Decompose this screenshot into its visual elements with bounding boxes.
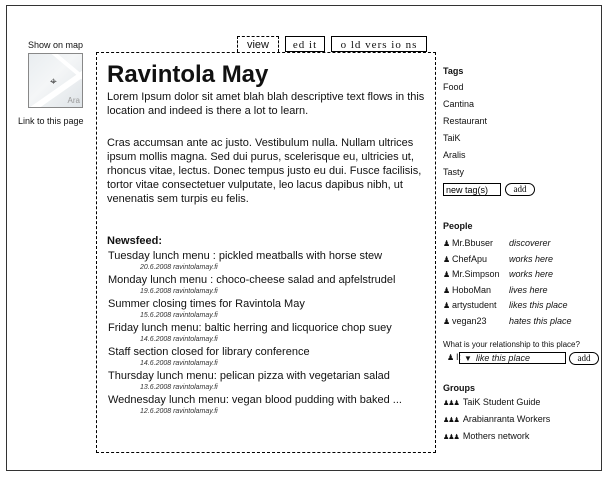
news-title[interactable]: Friday lunch menu: baltic herring and licquorice chop suey (108, 322, 392, 334)
person-name[interactable]: Mr.Bbuser (452, 238, 494, 248)
person-name[interactable]: HoboMan (452, 284, 492, 295)
news-title[interactable]: Staff section closed for library conference (108, 346, 310, 358)
person-icon: ♟ (443, 239, 451, 248)
news-title[interactable]: Thursday lunch menu: pelican pizza with vegetarian salad (108, 370, 390, 382)
relationship-question: What is your relationship to this place? (443, 340, 580, 349)
map-pin-icon: ⌖ (50, 74, 57, 88)
news-item[interactable] (108, 274, 430, 298)
person-name[interactable]: vegan23 (452, 315, 487, 326)
group-name[interactable]: TaiK Student Guide (462, 397, 541, 407)
add-relationship-button[interactable]: add (569, 352, 599, 365)
tag-item[interactable]: Aralis (443, 150, 466, 160)
person-name[interactable]: ChefApu (452, 253, 488, 264)
person-role: lives here (509, 284, 548, 295)
dropdown-arrow-icon: ▼ (464, 354, 472, 363)
person-role: works here (509, 269, 554, 279)
person-role: likes this place (509, 300, 568, 310)
person-name[interactable]: artystudent (452, 300, 497, 310)
group-item[interactable] (443, 431, 550, 448)
group-list (443, 397, 550, 448)
news-meta: 20.6.2008 ravintolamay.fi (140, 264, 218, 271)
tags-heading: Tags (443, 66, 464, 76)
newsfeed-list (108, 250, 430, 418)
group-item[interactable] (443, 414, 550, 431)
show-on-map-label[interactable]: Show on map (28, 40, 84, 50)
tag-item[interactable]: Food (443, 82, 464, 92)
news-item[interactable] (108, 322, 430, 346)
news-meta: 15.6.2008 ravintolamay.fi (140, 312, 218, 319)
new-tag-input[interactable] (443, 183, 501, 196)
tag-item[interactable]: Cantina (443, 99, 475, 109)
person-item[interactable] (443, 254, 603, 270)
newsfeed-heading: Newsfeed: (107, 235, 163, 247)
person-icon: ♟ (443, 316, 451, 326)
tag-item[interactable]: TaiK (443, 133, 461, 143)
page-title: Ravintola May (107, 61, 269, 88)
person-role: discoverer (509, 238, 551, 248)
person-item[interactable] (443, 316, 603, 332)
news-title[interactable]: Monday lunch menu : choco-cheese salad and apfelstrudel (108, 274, 396, 286)
description-paragraph: Lorem Ipsum dolor sit amet blah blah descriptive text flows in this location and indeed is there a lot to learn. (107, 91, 425, 117)
person-name[interactable]: Mr.Simpson (452, 269, 500, 279)
news-meta: 14.6.2008 ravintolamay.fi (140, 336, 218, 343)
news-item[interactable] (108, 394, 430, 418)
people-heading: People (443, 221, 473, 231)
person-icon: ♟ (447, 353, 455, 362)
tab-view[interactable]: view (237, 36, 279, 52)
tab-edit[interactable]: ed it (285, 36, 325, 52)
news-item[interactable] (108, 250, 430, 274)
tag-list (443, 82, 487, 184)
map-label: Ara (67, 96, 80, 105)
group-icon: ♟♟♟ (443, 434, 459, 441)
map-thumbnail[interactable] (28, 53, 83, 108)
people-list (443, 238, 603, 331)
person-role: works here (509, 253, 554, 264)
person-item[interactable] (443, 238, 603, 254)
link-to-page[interactable]: Link to this page (18, 116, 84, 126)
relationship-prefix: ♟ I: (447, 352, 462, 362)
person-icon: ♟ (443, 254, 451, 264)
person-icon: ♟ (443, 301, 451, 310)
person-item[interactable] (443, 285, 603, 301)
group-icon: ♟♟♟ (443, 400, 459, 407)
add-tag-button[interactable]: add (505, 183, 535, 196)
group-name[interactable]: Arabianranta Workers (462, 414, 551, 424)
tag-item[interactable]: Tasty (443, 167, 465, 177)
news-meta: 14.6.2008 ravintolamay.fi (140, 360, 218, 367)
main-content (96, 52, 436, 453)
description-paragraph: Cras accumsan ante ac justo. Vestibulum nulla. Nullam ultrices ipsum mollis magna. Sed dui purus, scelerisque eu, ultricies ut, rhoncus vitae, lectus. Donec tempus justo eu dui. Fusce facilisis, tortor vitae consectetuer vulputate, leo lacus dapibus nibh, ut venenatis sem turpis eu felis. (107, 137, 422, 205)
news-item[interactable] (108, 298, 430, 322)
person-item[interactable] (443, 300, 603, 316)
news-meta: 13.6.2008 ravintolamay.fi (140, 384, 218, 391)
tag-item[interactable]: Restaurant (443, 116, 488, 126)
news-item[interactable] (108, 346, 430, 370)
news-meta: 12.6.2008 ravintolamay.fi (140, 408, 218, 415)
person-icon: ♟ (443, 285, 451, 295)
news-title[interactable]: Wednesday lunch menu: vegan blood pudding with baked ... (108, 394, 402, 406)
news-title[interactable]: Summer closing times for Ravintola May (108, 298, 305, 310)
person-item[interactable] (443, 269, 603, 285)
person-role: hates this place (509, 315, 572, 326)
person-icon: ♟ (443, 270, 451, 279)
group-icon: ♟♟♟ (443, 417, 459, 424)
news-meta: 19.6.2008 ravintolamay.fi (140, 288, 218, 295)
news-title[interactable]: Tuesday lunch menu : pickled meatballs with horse stew (108, 250, 383, 262)
group-name[interactable]: Mothers network (462, 431, 530, 441)
group-item[interactable] (443, 397, 550, 414)
groups-heading: Groups (443, 383, 476, 393)
tab-old-versions[interactable]: o ld vers io ns (331, 36, 427, 52)
relationship-value: like this place (475, 353, 530, 363)
relationship-select[interactable] (459, 352, 566, 364)
news-item[interactable] (108, 370, 430, 394)
